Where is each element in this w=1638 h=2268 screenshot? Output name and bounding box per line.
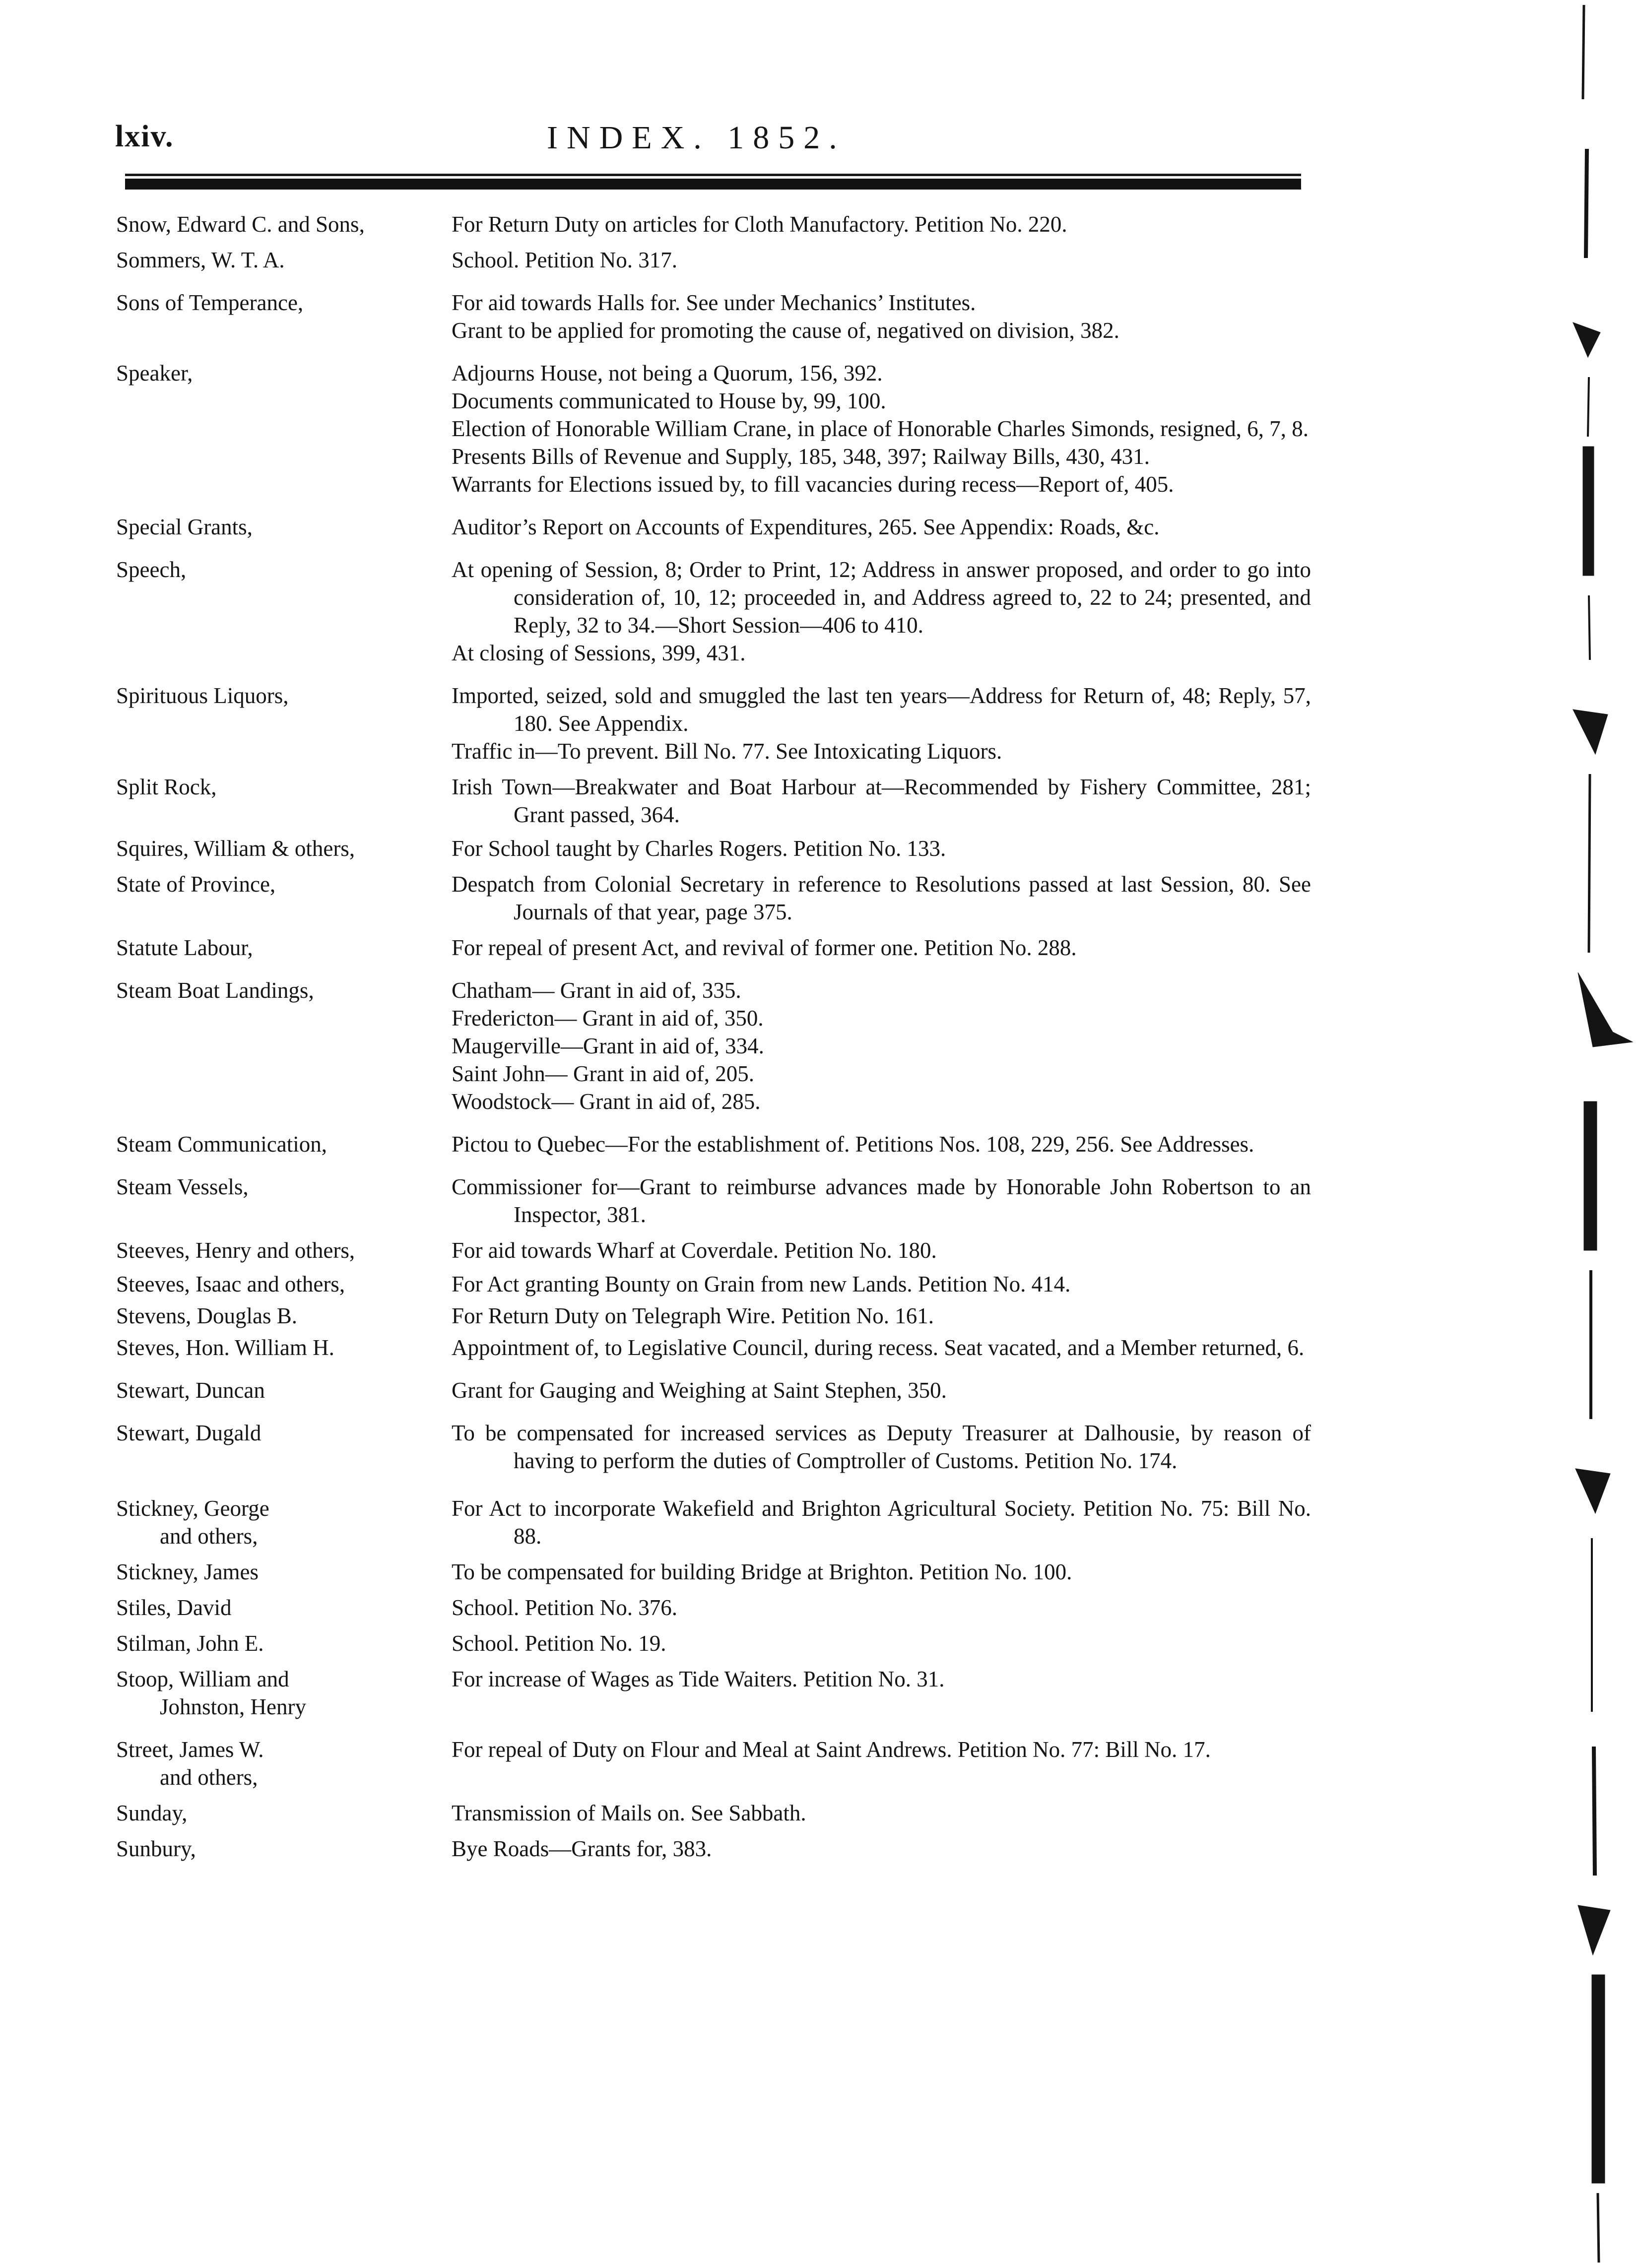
entry-subject [110, 1236, 452, 1264]
index-entry [110, 1130, 1311, 1158]
entry-reference: Transmission of Mails on. See Sabbath. [452, 1801, 806, 1825]
entry-references [452, 1236, 1311, 1264]
index-entry [110, 1558, 1311, 1586]
index-entry [110, 870, 1311, 926]
entry-subject-line: and others, [160, 1765, 258, 1790]
entry-reference: At opening of Session, 8; Order to Print, 12; Address in answer proposed, and order to go into consideration of, 10, 12; proceeded in, and Address agreed to, 22 to 24; presented, and Reply, 32 to 34.—Short Session—406 to 410. [452, 557, 1311, 638]
entry-reference: Presents Bills of Revenue and Supply, 185, 348, 397; Railway Bills, 430, 431. [452, 444, 1150, 469]
index-entry [110, 773, 1311, 829]
index-entry [110, 1594, 1311, 1621]
entry-subject-line: Stilman, John E. [116, 1631, 264, 1656]
index-entry [110, 246, 1311, 274]
entry-subject-line: State of Province, [116, 872, 276, 897]
entry-reference: Traffic in—To prevent. Bill No. 77. See Intoxicating Liquors. [452, 739, 1002, 764]
entry-references [452, 1334, 1311, 1361]
entry-reference: For Act granting Bounty on Grain from new Lands. Petition No. 414. [452, 1272, 1071, 1296]
entry-references [452, 1736, 1311, 1763]
entry-reference: Grant for Gauging and Weighing at Saint Stephen, 350. [452, 1378, 947, 1403]
entry-reference: Irish Town—Breakwater and Boat Harbour at—Recommended by Fishery Committee, 281; Grant passed, 364. [452, 775, 1311, 827]
entry-reference: For School taught by Charles Rogers. Petition No. 133. [452, 836, 946, 861]
entry-references [452, 1799, 1311, 1827]
entry-subject-line: Steam Communication, [116, 1132, 327, 1157]
entry-subject-line: and others, [160, 1524, 258, 1549]
entry-subject [110, 976, 452, 1004]
page-edge-binding-marks [1553, 0, 1638, 2266]
entry-subject-line: Steves, Hon. William H. [116, 1335, 334, 1360]
header-rule-thin [125, 174, 1301, 176]
entry-reference: Appointment of, to Legislative Council, during recess. Seat vacated, and a Member returned, 6. [452, 1335, 1305, 1360]
entry-subject-line: Snow, Edward C. and Sons, [116, 212, 365, 237]
entry-references [452, 1629, 1311, 1657]
index-entry [110, 835, 1311, 862]
running-title: INDEX. 1852. [547, 120, 846, 156]
entry-reference: For aid towards Wharf at Coverdale. Petition No. 180. [452, 1238, 937, 1263]
entry-subject-line: Sommers, W. T. A. [116, 248, 285, 272]
entry-subject [110, 289, 452, 317]
entry-subject-line: Stiles, David [116, 1595, 232, 1620]
entry-subject [110, 1835, 452, 1863]
entry-reference: Imported, seized, sold and smuggled the last ten years—Address for Return of, 48; Reply, 57, 180. See Appendix. [452, 683, 1311, 736]
index-entry [110, 1665, 1311, 1721]
entry-references [452, 934, 1311, 962]
entry-references [452, 1302, 1311, 1330]
entry-reference: At closing of Sessions, 399, 431. [452, 641, 746, 665]
entry-subject [110, 1594, 452, 1621]
header-rule-thick [125, 179, 1301, 190]
entry-reference: School. Petition No. 376. [452, 1595, 678, 1620]
entry-subject [110, 1376, 452, 1404]
index-entry [110, 1376, 1311, 1404]
entry-reference: For aid towards Halls for. See under Mechanics’ Institutes. [452, 290, 976, 315]
entry-reference: For repeal of Duty on Flour and Meal at Saint Andrews. Petition No. 77: Bill No. 17. [452, 1737, 1211, 1762]
entry-subject-line: Squires, William & others, [116, 836, 355, 861]
entry-subject [110, 1334, 452, 1361]
index-entry [110, 210, 1311, 238]
entry-subject [110, 1130, 452, 1158]
entry-references [452, 556, 1311, 667]
entry-subject [110, 1270, 452, 1298]
entry-references [452, 1594, 1311, 1621]
entry-references [452, 1130, 1311, 1158]
index-entry [110, 556, 1311, 667]
index-entry [110, 934, 1311, 962]
entry-subject [110, 1419, 452, 1447]
entry-subject-line: Split Rock, [116, 775, 217, 799]
index-entry [110, 1494, 1311, 1550]
entry-references [452, 1558, 1311, 1586]
page-number: lxiv. [115, 120, 174, 153]
entry-references [452, 835, 1311, 862]
entry-reference: Warrants for Elections issued by, to fill vacancies during recess—Report of, 405. [452, 472, 1174, 497]
entry-subject [110, 556, 452, 583]
entry-references [452, 1494, 1311, 1550]
entry-reference: Grant to be applied for promoting the cause of, negatived on division, 382. [452, 318, 1119, 343]
page-header [115, 119, 1301, 174]
entry-subject [110, 246, 452, 274]
entry-subject-line: Speaker, [116, 361, 193, 386]
entry-reference: For Act to incorporate Wakefield and Brighton Agricultural Society. Petition No. 75: Bill No. 88. [452, 1496, 1311, 1549]
entry-subject [110, 773, 452, 801]
index-entry [110, 1270, 1311, 1298]
entry-subject-line: Steam Boat Landings, [116, 978, 314, 1003]
entry-subject [110, 870, 452, 898]
index-entry [110, 1419, 1311, 1475]
entry-references [452, 359, 1311, 498]
entry-subject [110, 1173, 452, 1201]
entry-subject-line: Steeves, Henry and others, [116, 1238, 355, 1263]
entry-subject-line: Speech, [116, 557, 187, 582]
entry-references [452, 1835, 1311, 1863]
index-entry [110, 513, 1311, 541]
entry-subject-line: Steam Vessels, [116, 1174, 249, 1199]
entry-references [452, 1665, 1311, 1693]
entry-reference: For repeal of present Act, and revival of former one. Petition No. 288. [452, 935, 1077, 960]
entry-subject-line: Sunbury, [116, 1836, 196, 1861]
entry-subject [110, 1558, 452, 1586]
entry-subject [110, 1665, 452, 1721]
entry-references [452, 289, 1311, 344]
entry-reference: School. Petition No. 317. [452, 248, 678, 272]
entry-reference: Adjourns House, not being a Quorum, 156, 392. [452, 361, 883, 386]
index-entry [110, 1629, 1311, 1657]
entry-reference: To be compensated for increased services as Deputy Treasurer at Dalhousie, by reason of having to perform the duties of Comptroller of Customs. Petition No. 174. [452, 1421, 1311, 1473]
entry-subject-line: Special Grants, [116, 515, 253, 539]
entry-reference: For Return Duty on articles for Cloth Manufactory. Petition No. 220. [452, 212, 1067, 237]
entry-subject [110, 1799, 452, 1827]
index-entry [110, 1173, 1311, 1229]
entry-subject-line: Stickney, James [116, 1559, 259, 1584]
entry-subject [110, 1736, 452, 1791]
entry-reference: Documents communicated to House by, 99, 100. [452, 389, 886, 413]
entry-reference: To be compensated for building Bridge at Brighton. Petition No. 100. [452, 1559, 1072, 1584]
entry-references [452, 1376, 1311, 1404]
index-entry [110, 359, 1311, 498]
entry-subject-line: Stewart, Dugald [116, 1421, 262, 1445]
entry-subject-line: Steeves, Isaac and others, [116, 1272, 345, 1296]
entry-subject-line: Johnston, Henry [160, 1694, 306, 1719]
index-entry [110, 1835, 1311, 1863]
index-entry [110, 1236, 1311, 1264]
entry-subject [110, 1302, 452, 1330]
entry-reference: Auditor’s Report on Accounts of Expenditures, 265. See Appendix: Roads, &c. [452, 515, 1160, 539]
entry-subject [110, 513, 452, 541]
entry-references [452, 1270, 1311, 1298]
entry-subject-line: Sons of Temperance, [116, 290, 304, 315]
entry-subject-line: Sunday, [116, 1801, 188, 1825]
index-entries [110, 210, 1311, 1863]
entry-reference: For Return Duty on Telegraph Wire. Petition No. 161. [452, 1303, 934, 1328]
entry-references [452, 1419, 1311, 1475]
entry-subject [110, 210, 452, 238]
entry-reference: Pictou to Quebec—For the establishment of. Petitions Nos. 108, 229, 256. See Addresses. [452, 1132, 1254, 1157]
index-entry [110, 289, 1311, 344]
entry-subject-line: Stevens, Douglas B. [116, 1303, 297, 1328]
entry-subject [110, 1494, 452, 1550]
entry-subject [110, 359, 452, 387]
entry-reference: Despatch from Colonial Secretary in reference to Resolutions passed at last Session, 80. See Journals of that year, page 375. [452, 872, 1311, 924]
entry-reference: Saint John— Grant in aid of, 205. [452, 1061, 754, 1086]
entry-reference: Commissioner for—Grant to reimburse advances made by Honorable John Robertson to an Inspector, 381. [452, 1174, 1311, 1227]
entry-references [452, 513, 1311, 541]
entry-subject-line: Stickney, George [116, 1496, 269, 1521]
entry-references [452, 210, 1311, 238]
entry-reference: Fredericton— Grant in aid of, 350. [452, 1006, 764, 1031]
entry-references [452, 246, 1311, 274]
entry-references [452, 1173, 1311, 1229]
entry-reference: Woodstock— Grant in aid of, 285. [452, 1089, 761, 1114]
entry-reference: Chatham— Grant in aid of, 335. [452, 978, 741, 1003]
index-entry [110, 1736, 1311, 1791]
entry-subject-line: Statute Labour, [116, 935, 253, 960]
entry-reference: Election of Honorable William Crane, in place of Honorable Charles Simonds, resigned, 6, 7, 8. [452, 416, 1309, 441]
entry-subject [110, 835, 452, 862]
entry-subject [110, 934, 452, 962]
binding-marks-graphic [1553, 0, 1638, 2266]
entry-reference: For increase of Wages as Tide Waiters. Petition No. 31. [452, 1667, 945, 1691]
index-entry [110, 682, 1311, 765]
entry-subject [110, 1629, 452, 1657]
entry-reference: Maugerville—Grant in aid of, 334. [452, 1034, 764, 1058]
index-entry [110, 976, 1311, 1115]
entry-reference: Bye Roads—Grants for, 383. [452, 1836, 712, 1861]
entry-subject-line: Street, James W. [116, 1737, 264, 1762]
index-entry [110, 1799, 1311, 1827]
header-rule [125, 174, 1301, 190]
entry-reference: School. Petition No. 19. [452, 1631, 666, 1656]
entry-subject [110, 682, 452, 710]
entry-references [452, 773, 1311, 829]
index-entry [110, 1334, 1311, 1361]
entry-subject-line: Stewart, Duncan [116, 1378, 265, 1403]
entry-references [452, 976, 1311, 1115]
entry-subject-line: Stoop, William and [116, 1667, 289, 1691]
entry-subject-line: Spirituous Liquors, [116, 683, 289, 708]
entry-references [452, 870, 1311, 926]
index-entry [110, 1302, 1311, 1330]
entry-references [452, 682, 1311, 765]
